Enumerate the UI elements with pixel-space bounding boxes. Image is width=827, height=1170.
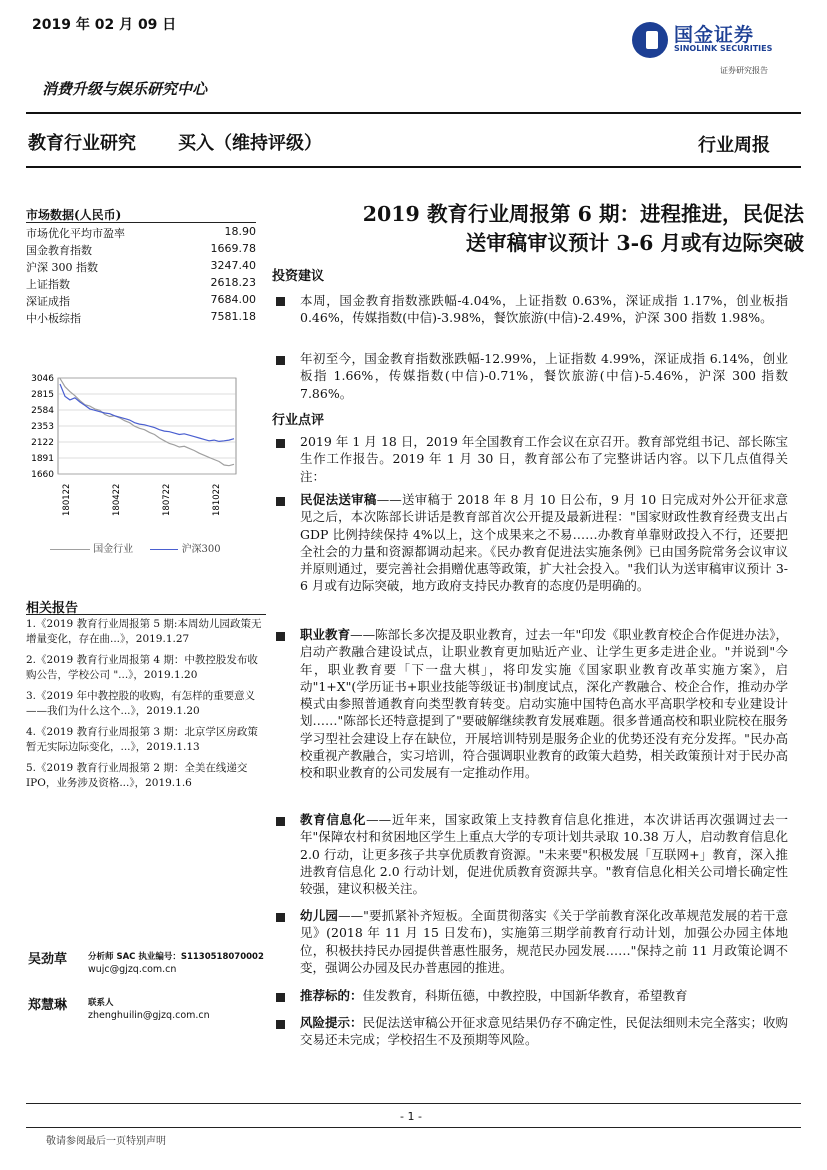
analyst-2 xyxy=(28,994,268,1021)
y-tick-label: 2122 xyxy=(31,438,54,448)
title-divider xyxy=(26,166,801,168)
x-tick-label: 180422 xyxy=(112,483,123,516)
market-row: 上证指数 2618.23 xyxy=(26,276,256,291)
market-row: 国金教育指数 1669.78 xyxy=(26,242,256,257)
x-tick-label: 181022 xyxy=(212,483,223,516)
bullet-icon xyxy=(276,497,285,506)
paragraph-risk xyxy=(300,1014,788,1049)
market-row: 市场优化平均市盈率 18.90 xyxy=(26,225,256,240)
related-report-item[interactable]: 4.《2019 教育行业周报第 3 期：北京学区房政策暂无实际边际变化，...》，2019.1.13 xyxy=(26,726,258,753)
market-data-title: 市场数据(人民币) xyxy=(26,208,122,222)
bullet-icon xyxy=(276,993,285,1002)
footer-disclaimer: 敬请参阅最后一页特别声明 xyxy=(46,1136,166,1147)
logo-sub: 证券研究报告 xyxy=(720,66,768,75)
analyst-name: 吴劲草 xyxy=(28,952,68,967)
paragraph-recommendations xyxy=(300,987,788,1004)
analyst-name: 郑慧琳 xyxy=(28,998,68,1013)
para-body: 佳发教育，科斯伍德，中教控股，中国新华教育，希望教育 xyxy=(362,988,688,1003)
section-investment-advice: 投资建议 xyxy=(272,269,325,284)
para-body: ——近年来，国家政策上支持教育信息化推进，本次讲话再次强调过去一年"保障农村和贫困地区学生上重点大学的专项计划共录取 10.38 万人，启动教育信息化 2.0 行动，让更多孩子共享优质教育资源。"未来要"积极发展「互联网+」教育，深入推进教育信息化 2.0 行动计划，促进优质教育资源共享。"教育信息化相关公司增长确定性较强，建议积极关注。 xyxy=(300,812,788,897)
para-head: 职业教育 xyxy=(300,627,351,642)
paragraph-conference: 2019 年 1 月 18 日，2019 年全国教育工作会议在京召开。教育部党组书记、部长陈宝生作工作报告。2019 年 1 月 30 日，教育部公布了完整讲话内容。以下几点值得关注： xyxy=(300,434,788,484)
rating-label: 买入（维持评级） xyxy=(178,133,322,154)
report-title-line2: 送审稿审议预计 3-6 月或有边际突破 xyxy=(465,231,804,255)
report-title xyxy=(264,200,804,258)
index-line-chart xyxy=(20,368,245,518)
y-tick-label: 3046 xyxy=(31,374,54,384)
market-row: 深证成指 7684.00 xyxy=(26,293,256,308)
related-report-item[interactable]: 3.《2019 年中教控股的收购，有怎样的重要意义——我们为什么这个...》，2019.1.20 xyxy=(26,690,256,717)
related-report-item[interactable]: 2.《2019 教育行业周报第 4 期：中教控股发布收购公告，学校公司 "...》，2019.1.20 xyxy=(26,654,258,681)
para-body: 民促法送审稿公开征求意见结果仍存不确定性，民促法细则未完全落实；收购交易还未完成；学校招生不及预期等风险。 xyxy=(300,1015,788,1048)
para-head: 风险提示： xyxy=(300,1015,363,1030)
analyst-1 xyxy=(28,948,268,975)
logo-cn: 国金证券 xyxy=(674,24,755,46)
analyst-email[interactable]: zhenghuilin@gjzq.com.cn xyxy=(88,1010,210,1021)
logo-mark-icon xyxy=(632,22,668,58)
report-type: 行业周报 xyxy=(698,135,770,156)
market-divider xyxy=(26,222,256,223)
paragraph-weekly: 本周，国金教育指数涨跌幅-4.04%，上证指数 0.63%，深证成指 1.17%，创业板指 0.46%，传媒指数(中信)-3.98%，餐饮旅游(中信)-2.49%，沪深 300 指数 1.98%。 xyxy=(300,293,788,326)
para-body: ——送审稿于 2018 年 8 月 10 日公布，9 月 10 日完成对外公开征求意见之后，本次陈部长讲话是教育部首次公开提及最新进程："国家财政性教育经费支出占 GDP 比例持续保持 4%以上，这个成果来之不易……办教育单靠财政投入不行，还要把全社会的力量和资源都调动起来。《民办教育促进法实施条例》已由国务院常务会议审议并原则通过，要完善社会捐赠优惠等政策，扩大社会投入。"我们认为送审稿审议预计 3-6 月或有边际突破，地方政府支持民办教育的态度仍是明确的。 xyxy=(300,492,788,594)
analyst-role: 联系人 xyxy=(88,998,114,1008)
market-row: 中小板综指 7581.18 xyxy=(26,310,256,325)
para-body: ——"要抓紧补齐短板。全面贯彻落实《关于学前教育深化改革规范发展的若干意见》(2018 年 11 月 15 日发布)，实施第三期学前教育行动计划，加强公办园主体地位，积极扶持民办园提供普惠性服务，规范民办园发展……"保持之前 11 月政策论调不变，强调公办园及民办普惠园的推进。 xyxy=(300,908,788,975)
report-title-line1: 2019 教育行业周报第 6 期：进程推进，民促法 xyxy=(362,202,804,226)
market-row: 沪深 300 指数 3247.40 xyxy=(26,259,256,274)
logo-en: SINOLINK SECURITIES xyxy=(674,44,773,53)
legend-label-hs300: 沪深300 xyxy=(181,544,221,555)
section-industry-review: 行业点评 xyxy=(272,413,325,428)
industry-label: 教育行业研究 xyxy=(28,133,136,154)
series-line-hs300 xyxy=(60,384,234,441)
y-tick-label: 2353 xyxy=(31,422,54,432)
para-head: 幼儿园 xyxy=(300,908,339,923)
analyst-role: 分析师 SAC 执业编号：S1130518070002 xyxy=(88,952,264,962)
bullet-icon xyxy=(276,297,285,306)
legend-swatch-hs300 xyxy=(150,549,178,550)
x-tick-label: 180122 xyxy=(62,483,72,516)
related-report-item[interactable]: 1.《2019 教育行业周报第 5 期:本周幼儿园政策无增量变化，存在曲...》，2019.1.27 xyxy=(26,618,262,645)
related-report-item[interactable]: 5.《2019 教育行业周报第 2 期：全美在线递交 IPO，业务涉及资格...》，2019.1.6 xyxy=(26,762,248,789)
related-reports-title: 相关报告 xyxy=(26,601,79,616)
bullet-icon xyxy=(276,356,285,365)
legend-swatch-industry xyxy=(50,549,90,550)
para-head: 民促法送审稿 xyxy=(300,492,377,507)
page-number: - 1 - xyxy=(400,1110,422,1123)
bullet-icon xyxy=(276,632,285,641)
paragraph-informatization xyxy=(300,811,788,897)
report-date: 2019 年 02 月 09 日 xyxy=(32,17,177,33)
para-body: ——陈部长多次提及职业教育，过去一年"印发《职业教育校企合作促进办法》，启动产教融合建设试点，让职业教育更加贴近产业、让学生更多走进企业。"并说到"今年，职业教育要「下一盘大棋」，将印发实施《国家职业教育改革实施方案》，启动"1+X"(学历证书+职业技能等级证书)制度试点，深化产教融合、校企合作，推动办学模式由参照普通教育向类型教育转变。启动实施中国特色高水平高职学校和专业建设计划……"陈部长还特意提到了"要破解继续教育发展难题。很多普通高校和职业院校在服务学习型社会建设上存在缺位，开展培训特别是服务企业的优势还没有充分发挥。"民办高校重视产教融合，实习培训，符合强调职业教育的政策大趋势，相关政策预计对于民办高校和职业教育的公司发展有一定推动作用。 xyxy=(300,627,788,781)
bullet-icon xyxy=(276,1020,285,1029)
footer-divider-2 xyxy=(26,1127,801,1128)
paragraph-private-edu-law xyxy=(300,491,788,595)
paragraph-ytd: 年初至今，国金教育指数涨跌幅-12.99%，上证指数 4.99%，深证成指 6.14%，创业板指 1.66%，传媒指数(中信)-0.71%，餐饮旅游(中信)-5.46%，沪深 300 指数 7.86%。 xyxy=(300,351,788,401)
legend-label-industry: 国金行业 xyxy=(93,544,134,555)
footer-divider xyxy=(26,1103,801,1104)
header-divider xyxy=(26,112,801,114)
y-tick-label: 2815 xyxy=(31,390,54,400)
chart-legend xyxy=(50,540,250,555)
x-tick-label: 180722 xyxy=(162,483,173,516)
para-head: 推荐标的： xyxy=(300,988,363,1003)
para-head: 教育信息化 xyxy=(300,812,367,827)
bullet-icon xyxy=(276,439,285,448)
y-tick-label: 2584 xyxy=(31,406,54,416)
bullet-icon xyxy=(276,817,285,826)
sinolink-logo xyxy=(632,18,802,78)
y-tick-label: 1891 xyxy=(31,454,54,464)
series-line-industry xyxy=(60,378,234,465)
related-divider xyxy=(26,614,266,615)
paragraph-kindergarten xyxy=(300,907,788,976)
research-center: 消费升级与娱乐研究中心 xyxy=(42,80,208,98)
bullet-icon xyxy=(276,913,285,922)
paragraph-vocational xyxy=(300,626,788,782)
analyst-email[interactable]: wujc@gjzq.com.cn xyxy=(88,964,177,975)
y-tick-label: 1660 xyxy=(31,470,54,480)
